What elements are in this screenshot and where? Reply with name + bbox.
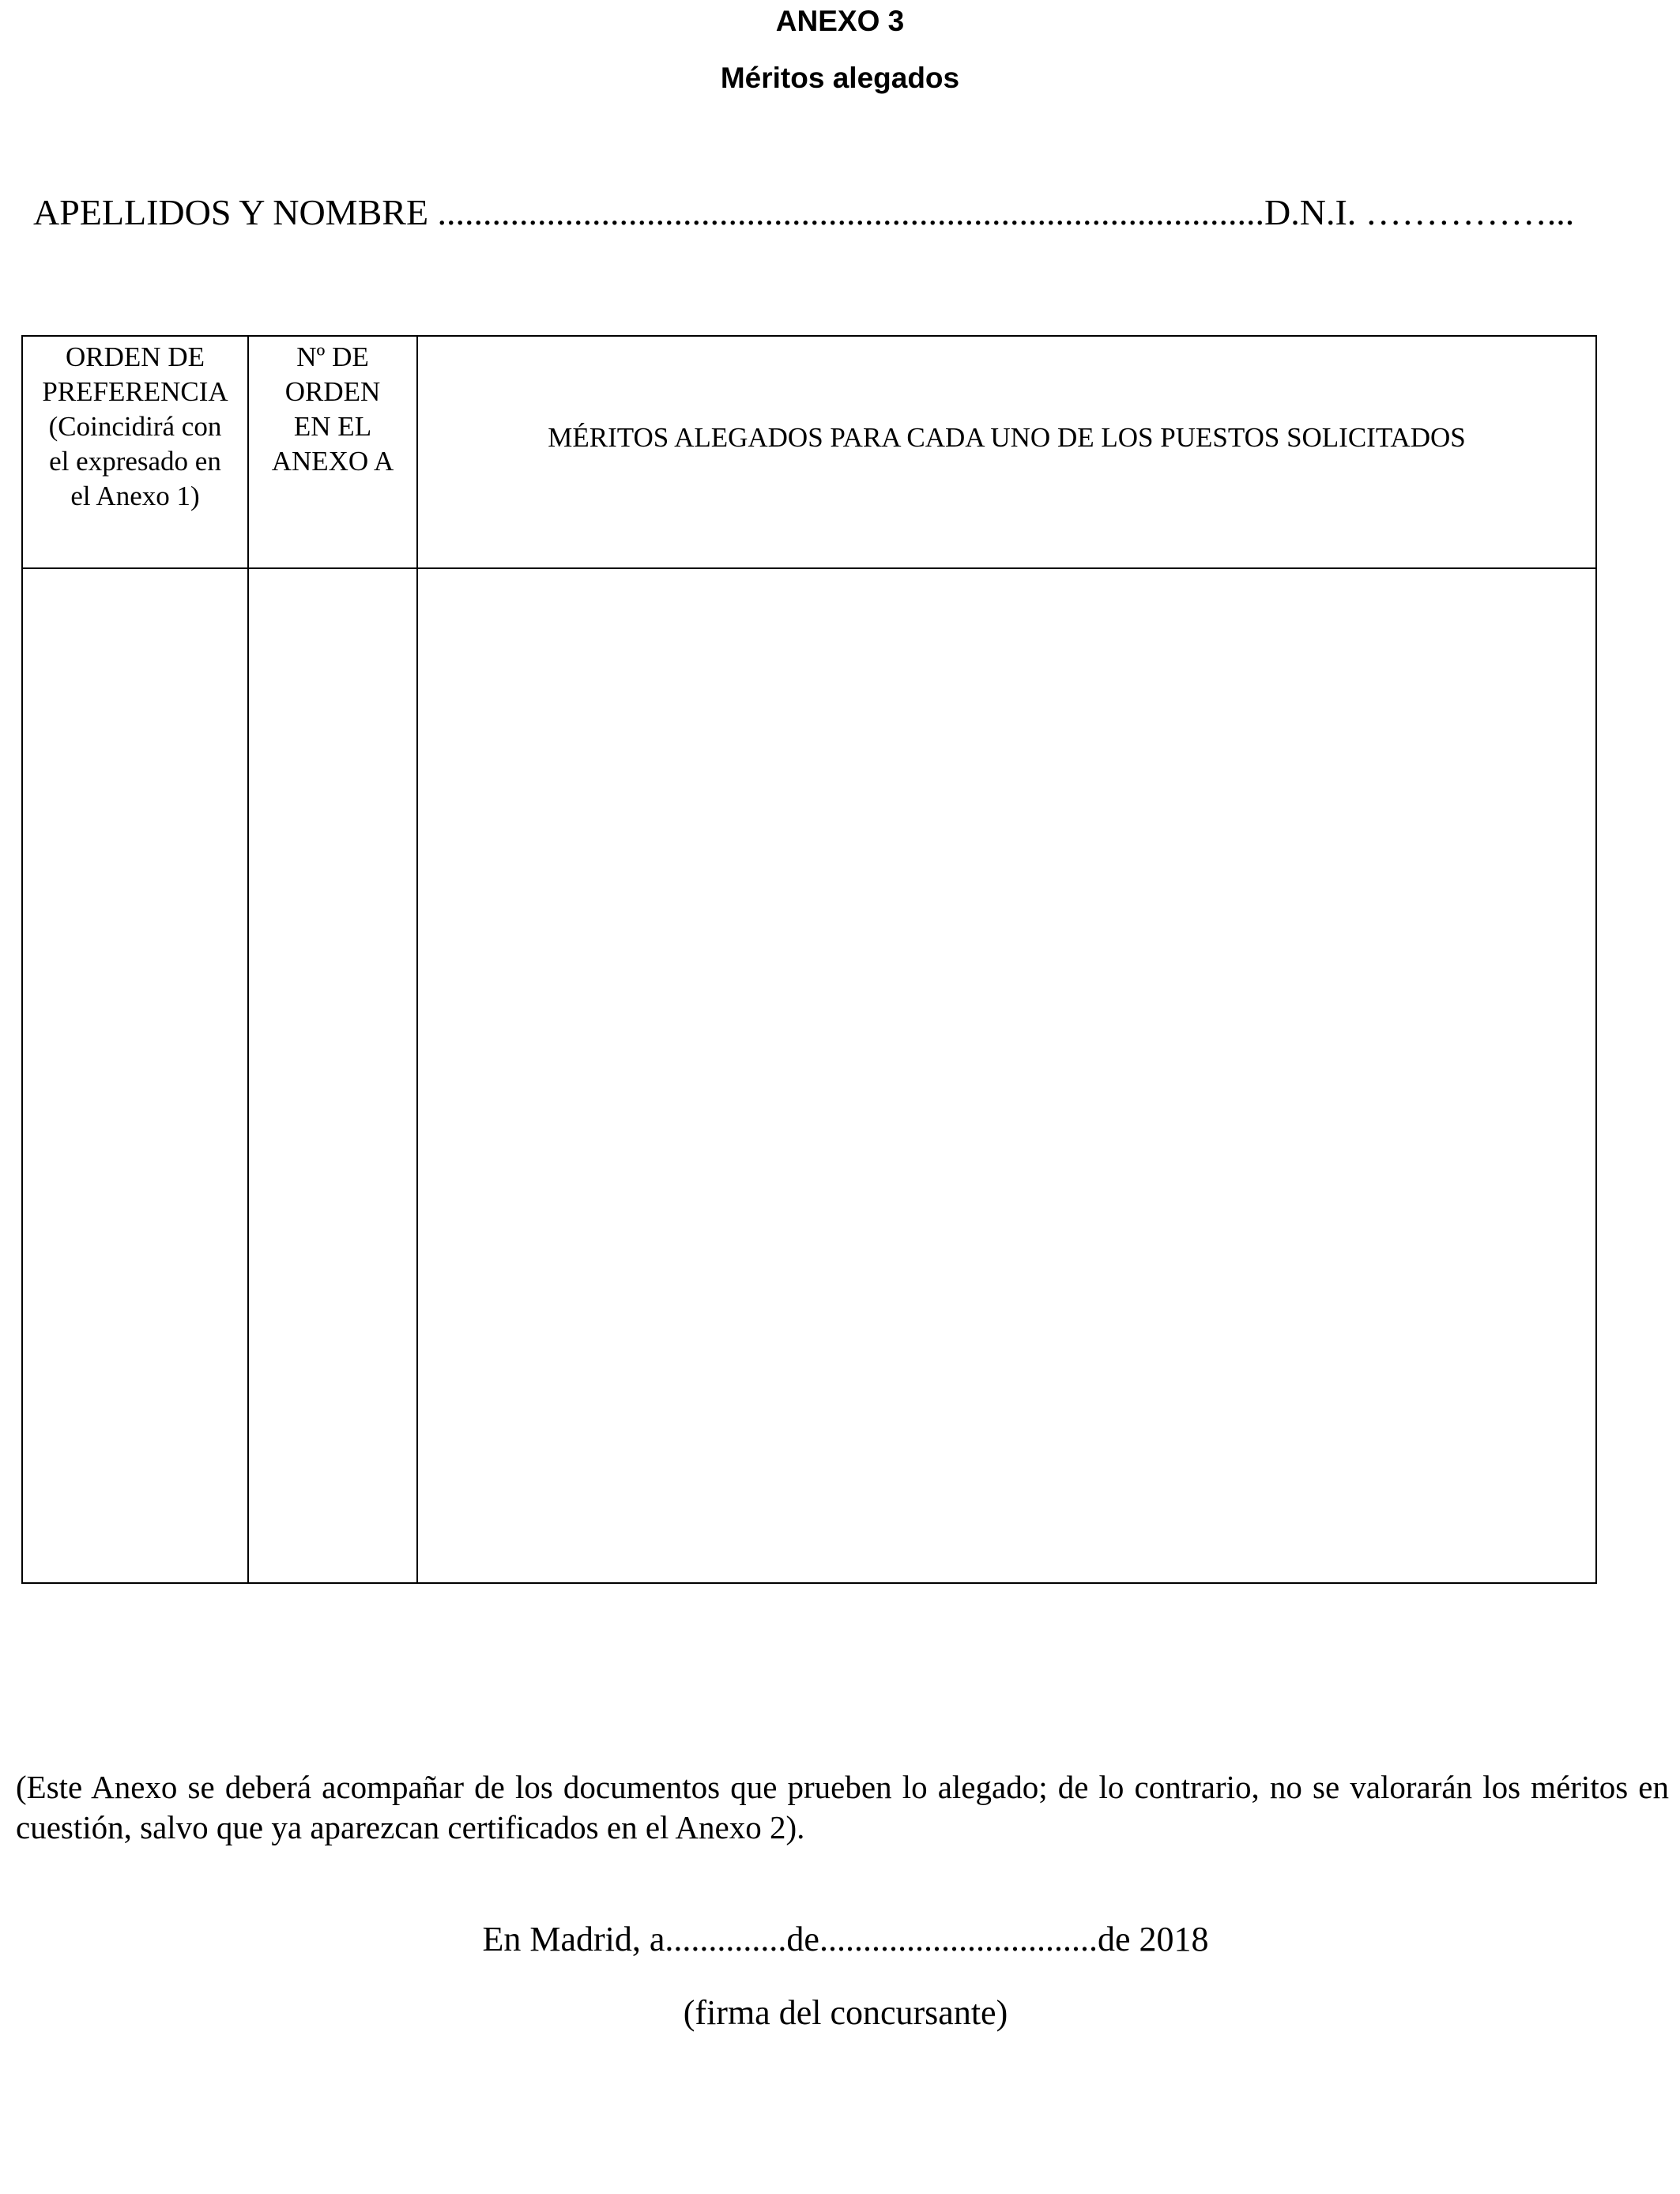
header-line: el expresado en — [49, 446, 221, 477]
place-date-line: En Madrid, a..............de................................de 2018 — [482, 1920, 1209, 1958]
annex-subtitle: Méritos alegados — [720, 62, 960, 94]
annex-note: (Este Anexo se deberá acompañar de los documentos que prueben lo alegado; de lo contrario, no se valorarán los méritos en cuestión, salvo que ya aparezcan certificados en el Anexo 2). — [16, 1769, 1669, 1845]
annex-title: ANEXO 3 — [775, 5, 905, 37]
entry-cell-order-number[interactable] — [248, 568, 417, 1583]
header-line: ORDEN — [284, 376, 381, 407]
header-line: Nº DE — [296, 341, 369, 372]
header-line: (Coincidirá con — [48, 411, 222, 442]
entry-cell-preference-order[interactable] — [22, 568, 248, 1583]
header-line: EN EL — [293, 411, 372, 442]
header-line: el Anexo 1) — [70, 481, 200, 511]
header-cell-order-number — [248, 336, 417, 568]
merits-table — [21, 335, 1597, 1584]
header-cell-merits — [417, 336, 1596, 568]
entry-cell-merits[interactable] — [417, 568, 1596, 1583]
header-line: ANEXO A — [271, 446, 394, 477]
header-line: MÉRITOS ALEGADOS PARA CADA UNO DE LOS PUESTOS SOLICITADOS — [548, 422, 1466, 453]
header-cell-preference-order — [22, 336, 248, 568]
applicant-name-dni-line: APELLIDOS Y NOMBRE ...........................................................................................D.N.I. ……………... — [33, 192, 1575, 232]
merits-table-entry-row — [22, 568, 1596, 1583]
merits-table-header-row — [22, 336, 1596, 568]
header-line: PREFERENCIA — [42, 376, 228, 407]
header-line: ORDEN DE — [66, 341, 205, 372]
signature-caption: (firma del concursante) — [683, 1993, 1008, 2032]
